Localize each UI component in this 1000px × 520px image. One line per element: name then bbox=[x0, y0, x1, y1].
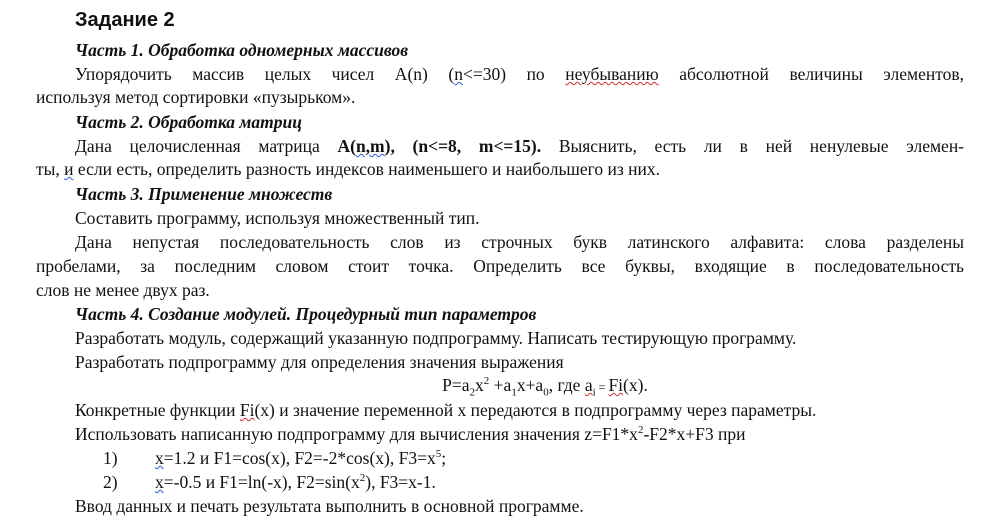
part4-line-5: Ввод данных и печать результата выполнить в основной программе. bbox=[75, 496, 584, 516]
part3-line-2: Дана непустая последовательность слов из строчных букв латинского алфавита: слова разделены bbox=[75, 232, 964, 252]
spell-flag: n,m bbox=[355, 136, 385, 156]
part4-line-1: Разработать модуль, содержащий указанную подпрограмму. Написать тестирующую программу. bbox=[75, 328, 797, 348]
spell-flag: x bbox=[155, 472, 164, 492]
part2-heading: Часть 2. Обработка матриц bbox=[75, 112, 302, 132]
spell-flag: Fi bbox=[608, 375, 624, 395]
part1-line-1: Упорядочить массив целых чисел A(n) (n<=30) по неубыванию абсолютной величины элементов, bbox=[75, 64, 965, 84]
spell-flag: x bbox=[155, 448, 164, 468]
spell-flag: $a_i$ bbox=[584, 375, 596, 399]
part4-line-2: Разработать подпрограмму для определения значения выражения bbox=[75, 352, 564, 372]
document-page: Задание 2 Часть 1. Обработка одномерных массивов Упорядочить массив целых чисел A(n) (n<=30) по неубыванию абсолютной величины элементов, используя метод сортировки «пузырьком». Часть 2. Обработка матриц Дана целочисленная матрица A(n,m), (n<=8, m<=15). Выяснить, есть ли в ней ненулевые элемен- ты, и если есть, определить разность индексов наименьшего и наибольшего из них. Часть 3. Применение множеств Составить программу, используя множественный тип. Дана непустая последовательность слов из строчных букв латинского алфавита: слова разделены пробелами, за последним словом стоит точка. Определить все буквы, входящие в последовательность слов не менее двух раз. Часть 4. Создание модулей. Процедурный тип параметров Разработать модуль, содержащий указанную подпрограмму. Написать тестирующую программу. Разработать подпрограмму для определения значения выражения $P=a_2x^2 +a_1x+a_0$, где $a_i = Fi(x)$. Конкретные функции Fi(x) и значение переменной x передаются в подпрограмму через параметры. Использовать написанную подпрограмму для вычисления значения $z=F1*x^2-F2*x+F3$ при 1) x=1.2 и F1=cos(x), F2=-2*cos(x), $F3=x^5$; 2) x=-0.5 и F1=ln(-x), $F2=\sin(x^2)$, F3=x-1. Ввод данных и печать результата выполнить в основной программе. bbox=[0, 0, 1000, 520]
part3-line-1: Составить программу, используя множественный тип. bbox=[75, 208, 480, 228]
part4-line-4: Использовать написанную подпрограмму для вычисления значения $z=F1*x^2-F2*x+F3$ при bbox=[75, 424, 746, 444]
spell-flag: неубыванию bbox=[565, 64, 659, 84]
part4-heading: Часть 4. Создание модулей. Процедурный тип параметров bbox=[75, 304, 537, 324]
part1-line-2: используя метод сортировки «пузырьком». bbox=[36, 87, 356, 107]
spell-flag: n bbox=[454, 64, 463, 84]
part4-line-3: Конкретные функции Fi(x) и значение переменной x передаются в подпрограмму через параметры. bbox=[75, 400, 817, 420]
formula: $P=a_2x^2 +a_1x+a_0$, где $a_i = Fi(x)$. bbox=[442, 375, 648, 399]
page-title: Задание 2 bbox=[75, 9, 175, 31]
part2-line-1: Дана целочисленная матрица A(n,m), (n<=8, m<=15). Выяснить, есть ли в ней ненулевые элемен- bbox=[75, 136, 965, 156]
list-number: 1) bbox=[103, 448, 118, 468]
part3-line-3: пробелами, за последним словом стоит точка. Определить все буквы, входящие в последовательность bbox=[36, 256, 964, 276]
part3-heading: Часть 3. Применение множеств bbox=[75, 184, 333, 204]
list-number: 2) bbox=[103, 472, 118, 492]
part1-heading: Часть 1. Обработка одномерных массивов bbox=[75, 40, 409, 60]
part3-line-4: слов не менее двух раз. bbox=[36, 280, 210, 300]
spell-flag: Fi bbox=[239, 400, 255, 420]
part2-line-2: ты, и если есть, определить разность индексов наименьшего и наибольшего из них. bbox=[36, 159, 661, 179]
spell-flag: и bbox=[64, 159, 74, 179]
